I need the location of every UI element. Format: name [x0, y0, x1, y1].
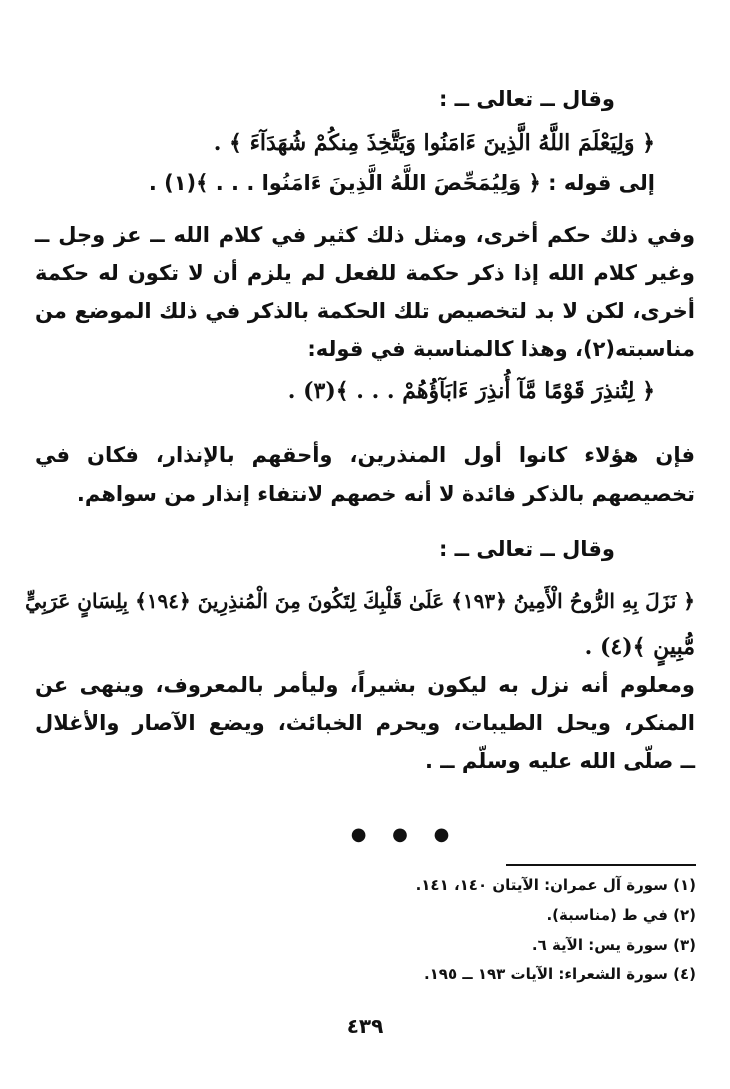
- text-line: مناسبته(٢)، وهذا كالمناسبة في قوله:: [307, 337, 695, 361]
- text-line: إلى قوله : ﴿ وَلِيُمَحِّصَ اللَّهُ الَّذِينَ ءَامَنُوا . . . ﴾(١) .: [148, 171, 655, 195]
- page-number: ٤٣٩: [346, 1014, 384, 1038]
- footnote-divider: [506, 864, 696, 866]
- quran-verse: ﴿ وَلِيَعْلَمَ اللَّهُ الَّذِينَ ءَامَنُوا وَيَتَّخِذَ مِنكُمْ شُهَدَآءَ ﴾ .: [213, 130, 655, 156]
- text-line: وغير كلام الله إذا ذكر حكمة للفعل لم يلزم أن لا تكون له حكمة: [35, 261, 695, 285]
- footnote: (٣) سورة يس: الآية ٦.: [531, 936, 696, 954]
- footnote: (٤) سورة الشعراء: الآيات ١٩٣ ــ ١٩٥.: [423, 965, 696, 983]
- quran-verse: ﴿ نَزَلَ بِهِ الرُّوحُ الْأَمِينُ ﴿١٩٣﴾ عَلَىٰ قَلْبِكَ لِتَكُونَ مِنَ الْمُنذِرِينَ ﴿١٩٤﴾ بِلِسَانٍ عَرَبِيٍّ: [25, 589, 695, 613]
- text-line: تخصيصهم بالذكر فائدة لا أنه خصهم لانتفاء إنذار من سواهم.: [76, 482, 695, 506]
- text-line: ــ صلّى الله عليه وسلّم ــ .: [424, 749, 695, 773]
- text-line: وفي ذلك حكم أخرى، ومثل ذلك كثير في كلام الله ــ عز وجل ــ: [35, 223, 695, 247]
- text-line: فإن هؤلاء كانوا أول المنذرين، وأحقهم بالإنذار، فكان في: [35, 443, 695, 467]
- text-line: وقال ــ تعالى ــ :: [438, 537, 615, 561]
- text-line: وقال ــ تعالى ــ :: [438, 87, 615, 111]
- footnote: (١) سورة آل عمران: الآيتان ١٤٠، ١٤١.: [415, 876, 696, 894]
- quran-verse: ﴿ لِتُنذِرَ قَوْمًا مَّآ أُنذِرَ ءَابَآؤُهُمْ . . . ﴾(٣) .: [287, 378, 655, 404]
- text-line: أخرى، لكن لا بد لتخصيص تلك الحكمة بالذكر في ذلك الموضع من: [35, 299, 695, 323]
- text-line: ومعلوم أنه نزل به ليكون بشيراً، وليأمر بالمعروف، وينهى عن: [35, 673, 695, 697]
- text-line: المنكر، ويحل الطيبات، ويحرم الخبائث، ويضع الآصار والأغلال: [35, 711, 695, 735]
- section-separator: ● ● ●: [350, 824, 460, 845]
- quran-verse: مُّبِينٍ ﴾(٤) .: [584, 634, 695, 660]
- footnote: (٢) في ط (مناسبة).: [546, 906, 696, 924]
